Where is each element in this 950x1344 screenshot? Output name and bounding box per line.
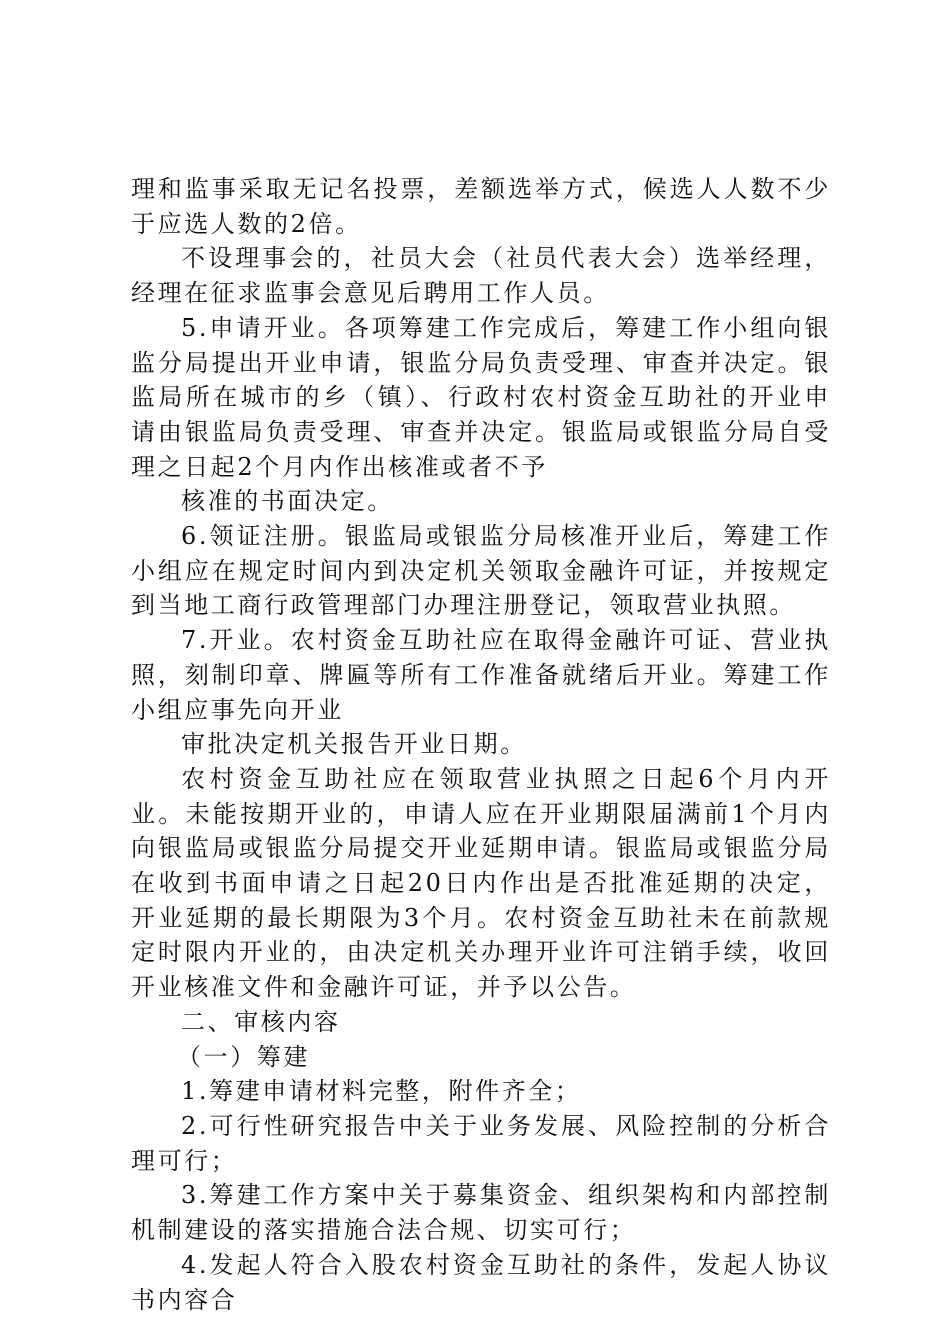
list-item-3: 3.筹建工作方案中关于募集资金、组织架构和内部控制机制建设的落实措施合法合规、切实可行；: [131, 1181, 831, 1245]
heading-review-content: 二、审核内容: [181, 1007, 341, 1036]
paragraph-approval-decision: 核准的书面决定。: [181, 487, 394, 516]
document-body: [131, 172, 831, 1317]
list-item-4: 4.发起人符合入股农村资金互助社的条件，发起人协议书内容合: [131, 1250, 831, 1314]
paragraph-apply-opening: 5.申请开业。各项筹建工作完成后，筹建工作小组向银监分局提出开业申请，银监分局负责受理、审查并决定。银监局所在城市的乡（镇）、行政村农村资金互助社的开业申请由银监局负责受理、审查并决定。银监局或银监分局自受理之日起2个月内作出核准或者不予: [131, 313, 831, 481]
paragraph-license-registration: 6.领证注册。银监局或银监分局核准开业后，筹建工作小组应在规定时间内到决定机关领取金融许可证，并按规定到当地工商行政管理部门办理注册登记，领取营业执照。: [131, 522, 831, 620]
heading-preparation: （一）筹建: [177, 1042, 310, 1071]
list-item-2: 2.可行性研究报告中关于业务发展、风险控制的分析合理可行；: [131, 1111, 831, 1175]
paragraph-opening: 7.开业。农村资金互助社应在取得金融许可证、营业执照，刻制印章、牌匾等所有工作准备就绪后开业。筹建工作小组应事先向开业: [131, 626, 831, 724]
list-item-1: 1.筹建申请材料完整，附件齐全；: [181, 1077, 582, 1106]
paragraph-election-method: 理和监事采取无记名投票，差额选举方式，候选人人数不少于应选人数的2倍。: [131, 175, 831, 238]
paragraph-no-board: 不设理事会的，社员大会（社员代表大会）选举经理，经理在征求监事会意见后聘用工作人员。: [131, 244, 831, 308]
paragraph-report-opening-date: 审批决定机关报告开业日期。: [181, 730, 527, 759]
paragraph-opening-deadline: 农村资金互助社应在领取营业执照之日起6个月内开业。未能按期开业的，申请人应在开业期限届满前1个月内向银监局或银监分局提交开业延期申请。银监局或银监分局在收到书面申请之日起20日内作出是否批准延期的决定，开业延期的最长期限为3个月。农村资金互助社未在前款规定时限内开业的，由决定机关办理开业许可注销手续，收回开业核准文件和金融许可证，并予以公告。: [131, 764, 831, 1002]
